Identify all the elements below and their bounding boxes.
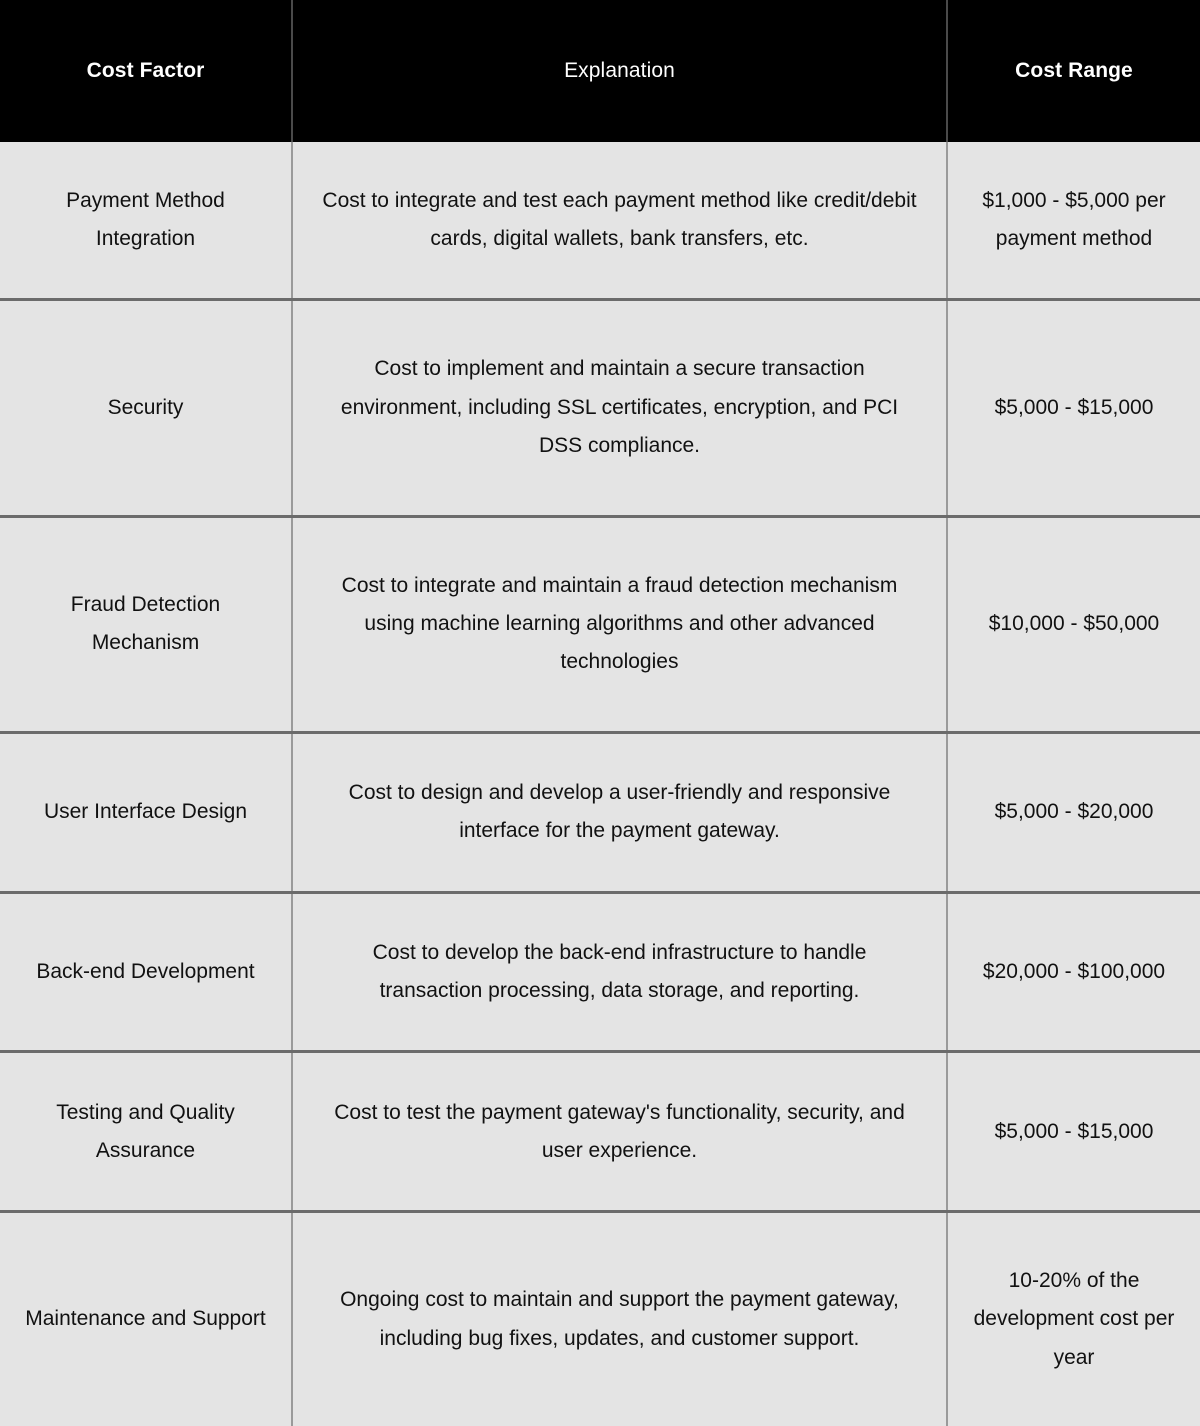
cell-cost-factor [0,733,292,893]
cost-factor-text: Testing and Quality Assurance [56,1100,235,1162]
cell-cost-range [947,299,1200,516]
explanation-text: Cost to integrate and maintain a fraud detection mechanism using machine learning algorithms and other advanced technologies [341,573,898,674]
cost-range-text: $10,000 - $50,000 [988,612,1160,636]
explanation-text: Cost to develop the back-end infrastructure to handle transaction processing, data storage, and reporting. [372,940,867,1003]
cell-explanation [292,299,947,516]
column-header-explanation: Explanation [292,0,947,142]
explanation-text: Ongoing cost to maintain and support the payment gateway, including bug fixes, updates, and customer support. [340,1288,899,1350]
table-row [0,892,1200,1052]
cell-cost-range [947,142,1200,299]
cell-cost-factor [0,1052,292,1212]
cell-cost-range [947,892,1200,1052]
column-header-cost-factor: Cost Factor [0,0,292,142]
cost-range-text: $5,000 - $15,000 [994,395,1154,419]
cell-explanation [292,1212,947,1426]
explanation-text: Cost to test the payment gateway's functionality, security, and user experience. [334,1100,905,1162]
cost-factor-text: Back-end Development [36,959,255,983]
cost-range-text: $5,000 - $20,000 [994,800,1154,824]
cost-range-text: 10-20% of the development cost per year [973,1269,1175,1369]
cell-explanation [292,516,947,733]
cost-factor-text: Payment Method Integration [66,188,225,250]
table-row [0,142,1200,299]
cost-range-text: $1,000 - $5,000 per payment method [982,188,1166,250]
cell-cost-factor [0,142,292,299]
explanation-text: Cost to integrate and test each payment method like credit/debit cards, digital wallets, bank transfers, etc. [322,188,917,250]
table-row [0,733,1200,893]
table-row [0,1212,1200,1426]
explanation-text: Cost to implement and maintain a secure transaction environment, including SSL certificates, encryption, and PCI DSS compliance. [340,357,899,457]
cell-explanation [292,733,947,893]
cell-cost-factor [0,516,292,733]
cell-cost-range [947,1212,1200,1426]
cell-explanation [292,1052,947,1212]
cell-explanation [292,892,947,1052]
cell-explanation [292,142,947,299]
table-row [0,1052,1200,1212]
cost-factor-text: User Interface Design [43,800,248,824]
table-row [0,516,1200,733]
cell-cost-range [947,733,1200,893]
table-body [0,142,1200,1426]
table-header [0,0,1200,142]
cell-cost-factor [0,299,292,516]
cell-cost-factor [0,1212,292,1426]
table-header-row [0,0,1200,142]
cost-range-text: $20,000 - $100,000 [982,959,1166,983]
cell-cost-range [947,516,1200,733]
cell-cost-factor [0,892,292,1052]
explanation-text: Cost to design and develop a user-friendly and responsive interface for the payment gateway. [348,781,891,843]
column-header-cost-range: Cost Range [947,0,1200,142]
table-row [0,299,1200,516]
cost-range-text: $5,000 - $15,000 [994,1119,1154,1143]
cost-factor-text: Fraud Detection Mechanism [70,593,221,655]
cost-factor-text: Maintenance and Support [25,1307,266,1331]
cost-factor-text: Security [107,395,184,419]
cell-cost-range [947,1052,1200,1212]
